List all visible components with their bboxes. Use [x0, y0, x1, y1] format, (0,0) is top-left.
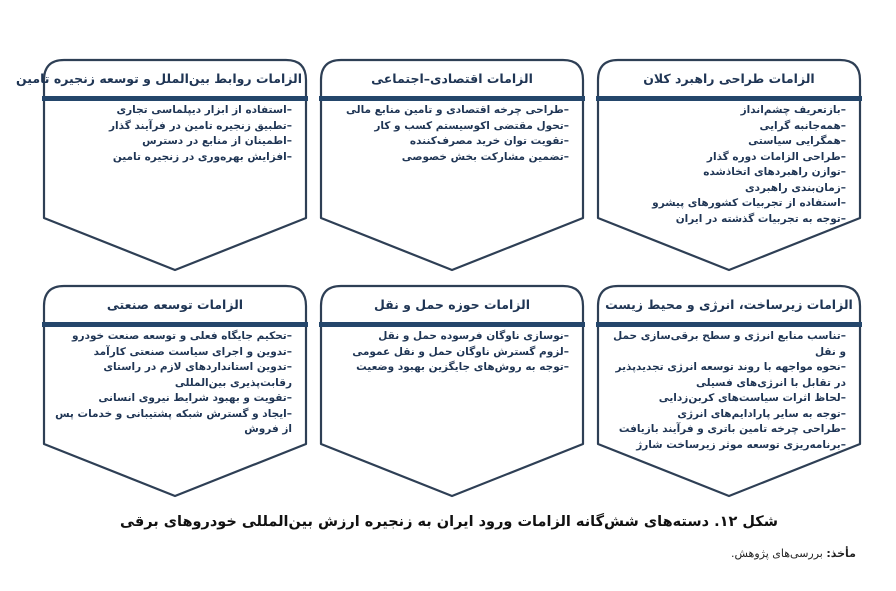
requirement-item: – تناسب منابع انرژی و سطح برقی‌سازی حمل و نقل — [606, 329, 846, 360]
requirement-item: – نوسازی ناوگان فرسوده حمل و نقل — [329, 329, 569, 345]
requirement-item: – استفاده از تجربیات کشورهای پیشرو — [606, 196, 846, 212]
panel-grand-strategy — [596, 58, 862, 273]
requirement-item: – توجه به سایر پارادایم‌های انرژی — [606, 407, 846, 423]
header-divider-bar — [319, 322, 585, 327]
panel-transportation — [319, 284, 585, 499]
header-divider-bar — [319, 96, 585, 101]
panel-title: الزامات حوزه حمل و نقل — [373, 297, 531, 312]
requirement-list — [329, 103, 569, 165]
requirement-item: – تضمین مشارکت بخش خصوصی — [329, 150, 569, 166]
requirement-list — [606, 103, 846, 227]
requirement-item: – طراحی الزامات دوره گذار — [606, 150, 846, 166]
panel-socio-economic — [319, 58, 585, 273]
requirement-item: – تدوین استانداردهای لازم در راستای رقابت‌پذیری بین‌المللی — [52, 360, 292, 391]
requirement-item: – توازن راهبردهای اتخاذشده — [606, 165, 846, 181]
panel-title: الزامات روابط بین‌الملل و توسعه زنجیره تامین — [16, 71, 302, 86]
requirement-item: – تقویت توان خرید مصرف‌کننده — [329, 134, 569, 150]
requirement-item: – تحول مقتضی اکوسیستم کسب و کار — [329, 119, 569, 135]
header-divider-bar — [42, 96, 308, 101]
requirement-item: – توجه به تجربیات گذشته در ایران — [606, 212, 846, 228]
requirement-item: – تدوین و اجرای سیاست صنعتی کارآمد — [52, 345, 292, 361]
requirement-item: – همه‌جانبه گرایی — [606, 119, 846, 135]
requirement-list — [329, 329, 569, 376]
panel-title: الزامات طراحی راهبرد کلان — [643, 71, 815, 86]
header-divider-bar — [596, 96, 862, 101]
requirement-item: – لحاظ اثرات سیاست‌های کربن‌زدایی — [606, 391, 846, 407]
requirement-list — [52, 329, 292, 438]
requirement-list — [52, 103, 292, 165]
panel-infrastructure-energy — [596, 284, 862, 499]
requirement-item: – اطمینان از منابع در دسترس — [52, 134, 292, 150]
panel-title: الزامات زیرساخت، انرژی و محیط زیست — [605, 297, 853, 312]
requirement-item: – بازتعریف چشم‌انداز — [606, 103, 846, 119]
figure-source — [731, 547, 856, 560]
panel-title: الزامات توسعه صنعتی — [106, 297, 244, 312]
requirement-item: – افزایش بهره‌وری در زنجیره تامین — [52, 150, 292, 166]
requirement-item: – ایجاد و گسترش شبکه پشتیبانی و خدمات پس از فروش — [52, 407, 292, 438]
requirement-item: – طراحی چرخه تامین باتری و فرآیند بازیافت — [606, 422, 846, 438]
header-divider-bar — [42, 322, 308, 327]
requirement-item: – لزوم گسترش ناوگان حمل و نقل عمومی — [329, 345, 569, 361]
figure-caption: شکل ۱۲. دسته‌های شش‌گانه الزامات ورود ایران به زنجیره ارزش بین‌المللی خودروهای برقی — [120, 514, 778, 530]
requirement-list — [606, 329, 846, 453]
source-text: بررسی‌های پژوهش. — [731, 547, 827, 560]
requirement-item: – نحوه مواجهه با روند توسعه انرژی تجدیدپذیر در تقابل با انرژی‌های فسیلی — [606, 360, 846, 391]
requirement-item: – همگرایی سیاستی — [606, 134, 846, 150]
source-label: مأخذ: — [826, 547, 856, 560]
header-divider-bar — [596, 322, 862, 327]
requirement-item: – زمان‌بندی راهبردی — [606, 181, 846, 197]
panel-title: الزامات اقتصادی–اجتماعی — [371, 71, 533, 86]
requirement-item: – برنامه‌ریزی توسعه موثر زیرساخت شارژ — [606, 438, 846, 454]
requirement-item: – استفاده از ابزار دیپلماسی تجاری — [52, 103, 292, 119]
panel-industrial-development — [42, 284, 308, 499]
requirement-item: – تحکیم جایگاه فعلی و توسعه صنعت خودرو — [52, 329, 292, 345]
panel-international-relations — [16, 58, 308, 273]
requirement-item: – تقویت و بهبود شرایط نیروی انسانی — [52, 391, 292, 407]
requirement-item: – تطبیق زنجیره تامین در فرآیند گذار — [52, 119, 292, 135]
requirement-item: – طراحی چرخه اقتصادی و تامین منابع مالی — [329, 103, 569, 119]
requirement-item: – توجه به روش‌های جایگزین بهبود وضعیت — [329, 360, 569, 376]
